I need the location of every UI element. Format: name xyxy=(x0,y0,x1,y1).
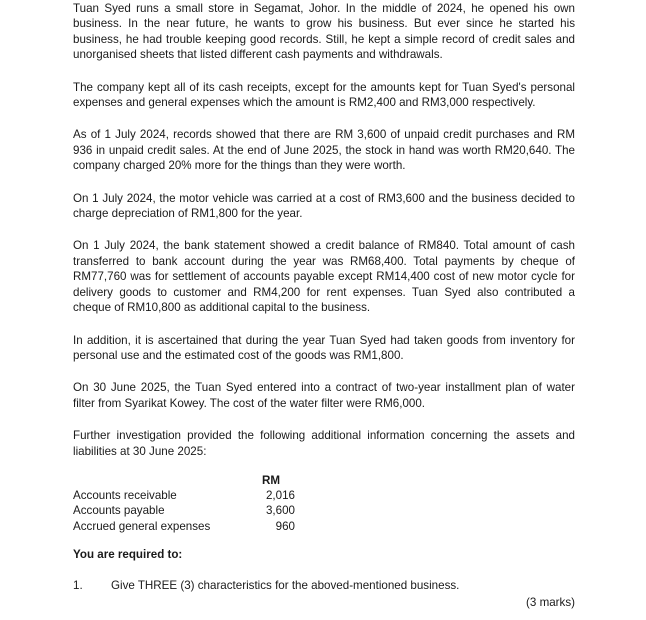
row-value: 3,600 xyxy=(265,504,295,518)
paragraph-further-info: Further investigation provided the following additional information concerning the assets and liabilities at 30 June 2025: xyxy=(73,429,575,458)
paragraph-water-filter: On 30 June 2025, the Tuan Syed entered into a contract of two-year installment plan of water filter from Syarikat Kowey. The cost of the water filter were RM6,000. xyxy=(73,381,575,410)
paragraph-drawings: In addition, it is ascertained that during the year Tuan Syed had taken goods from inventory for personal use and the estimated cost of the goods was RM1,800. xyxy=(73,333,575,362)
table-row xyxy=(73,519,303,534)
paragraph-opening-balances: As of 1 July 2024, records showed that there are RM 3,600 of unpaid credit purchases and RM 936 in unpaid credit sales. At the end of June 2025, the stock in hand was worth RM20,640. The company charged 20% more for the things than they were worth. xyxy=(73,128,575,173)
paragraph-bank-statement: On 1 July 2024, the bank statement showed a credit balance of RM840. Total amount of cash transferred to bank account during the year was RM68,400. Total payments by cheque of RM77,760 was for settlement of accounts payable except RM14,400 cost of new motor cycle for delivery goods to customer and RM4,200 for rent expenses. Tuan Syed also contributed a cheque of RM10,800 as additional capital to the business. xyxy=(73,239,575,315)
table-header xyxy=(73,473,303,488)
row-value: 960 xyxy=(275,519,295,533)
question-marks: (3 marks) xyxy=(526,596,575,609)
document-body xyxy=(73,1,575,475)
row-label: Accounts receivable xyxy=(73,489,177,502)
required-heading: You are required to: xyxy=(73,548,183,561)
paragraph-cash-receipts: The company kept all of its cash receipts, except for the amounts kept for Tuan Syed's personal expenses and general expenses which the amount is RM2,400 and RM3,000 respectively. xyxy=(73,80,575,110)
currency-unit-header: RM xyxy=(261,474,281,487)
question-text: Give THREE (3) characteristics for the aboved-mentioned business. xyxy=(111,579,460,592)
row-label: Accrued general expenses xyxy=(73,519,211,533)
table-row xyxy=(73,488,303,503)
question-number: 1. xyxy=(73,579,83,592)
table-row xyxy=(73,503,303,518)
paragraph-intro: Tuan Syed runs a small store in Segamat, Johor. In the middle of 2024, he opened his own business. In the near future, he wants to grow his business. But ever since he started his business, he had trouble keeping good records. Still, he kept a simple record of credit sales and unorganised sheets that listed different cash payments and withdrawals. xyxy=(73,2,575,62)
paragraph-motor-vehicle: On 1 July 2024, the motor vehicle was carried at a cost of RM3,600 and the business decided to charge depreciation of RM1,800 for the year. xyxy=(73,191,575,221)
row-label: Accounts payable xyxy=(73,504,165,518)
row-value: 2,016 xyxy=(265,489,295,502)
assets-liabilities-table xyxy=(73,473,303,534)
